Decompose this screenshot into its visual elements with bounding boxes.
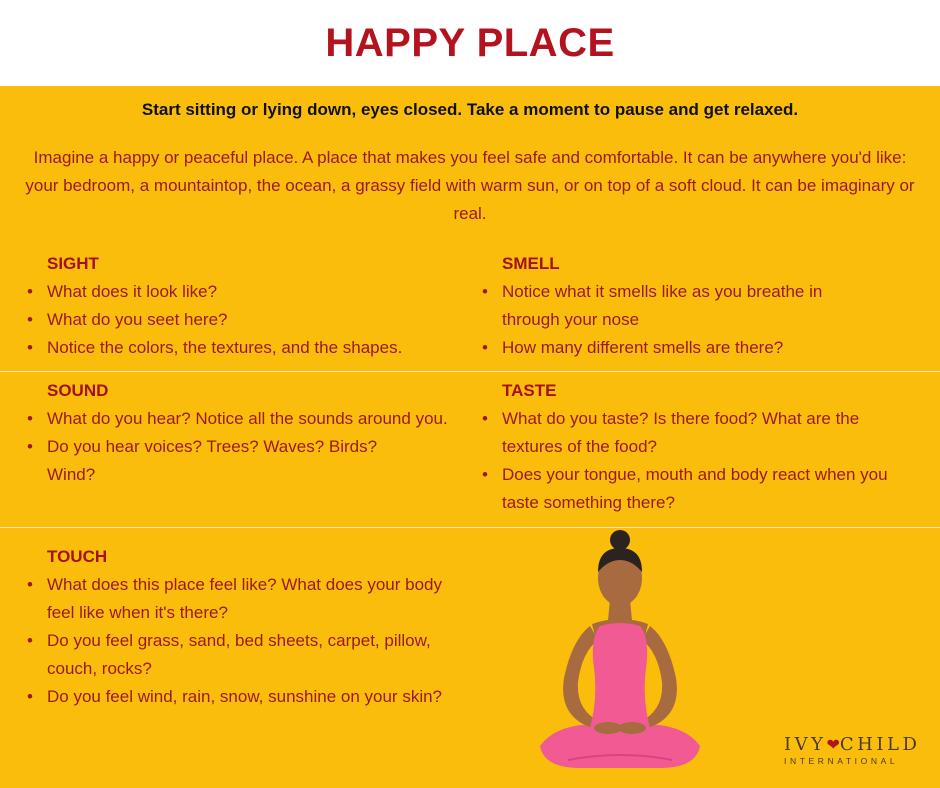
intro-paragraph: Imagine a happy or peaceful place. A place that makes you feel safe and comfortable. It can be anywhere you'd like: your bedroom, a mountaintop, the ocean, a grassy field with warm sun, or on top of a soft cloud. It can be imaginary or real. [25,148,915,223]
intro-instruction: Start sitting or lying down, eyes closed. Take a moment to pause and get relaxed. [141,100,799,119]
list-item: • Notice the colors, the textures, and the shapes. [20,334,460,362]
list-item: • What does it look like? [20,278,460,306]
smell-list [475,278,915,362]
section-heading-sound: SOUND [47,381,109,400]
section-touch [20,543,460,711]
list-item: • How many different smells are there? [475,334,915,362]
section-heading-smell: SMELL [502,254,560,273]
taste-list [475,405,920,517]
section-taste [475,377,920,517]
logo-word-child: CHILD [839,734,921,755]
sight-list [20,278,460,362]
page-title: HAPPY PLACE [325,20,615,65]
divider [0,371,940,372]
meditation-figure-illustration [520,528,720,788]
list-item: • What do you taste? Is there food? What are the textures of the food? [475,405,920,461]
list-item: • Do you hear voices? Trees? Waves? Birds? Wind? [20,433,460,489]
ivy-child-logo [784,734,924,774]
list-item: • Notice what it smells like as you breathe in through your nose [475,278,915,334]
heart-icon: ❤ [826,735,840,754]
logo-word-ivy: IVY [784,734,827,755]
list-item: • What does this place feel like? What does your body feel like when it's there? [20,571,460,627]
logo-wordmark [784,734,924,755]
section-heading-sight: SIGHT [47,254,99,273]
section-sound [20,377,460,489]
content-panel [0,86,940,788]
sound-list [20,405,460,489]
title-bar [0,0,940,86]
list-item: • What do you seet here? [20,306,460,334]
section-sight [20,250,460,362]
list-item: • Do you feel wind, rain, snow, sunshine on your skin? [20,683,460,711]
section-heading-taste: TASTE [502,381,557,400]
logo-subtitle: INTERNATIONAL [784,756,899,766]
section-smell [475,250,915,362]
touch-list [20,571,460,711]
list-item: • Do you feel grass, sand, bed sheets, carpet, pillow, couch, rocks? [20,627,460,683]
list-item: • Does your tongue, mouth and body react when you taste something there? [475,461,920,517]
section-heading-touch: TOUCH [47,547,108,566]
meditation-figure-icon [520,528,720,788]
list-item: • What do you hear? Notice all the sounds around you. [20,405,460,433]
divider [0,527,940,528]
